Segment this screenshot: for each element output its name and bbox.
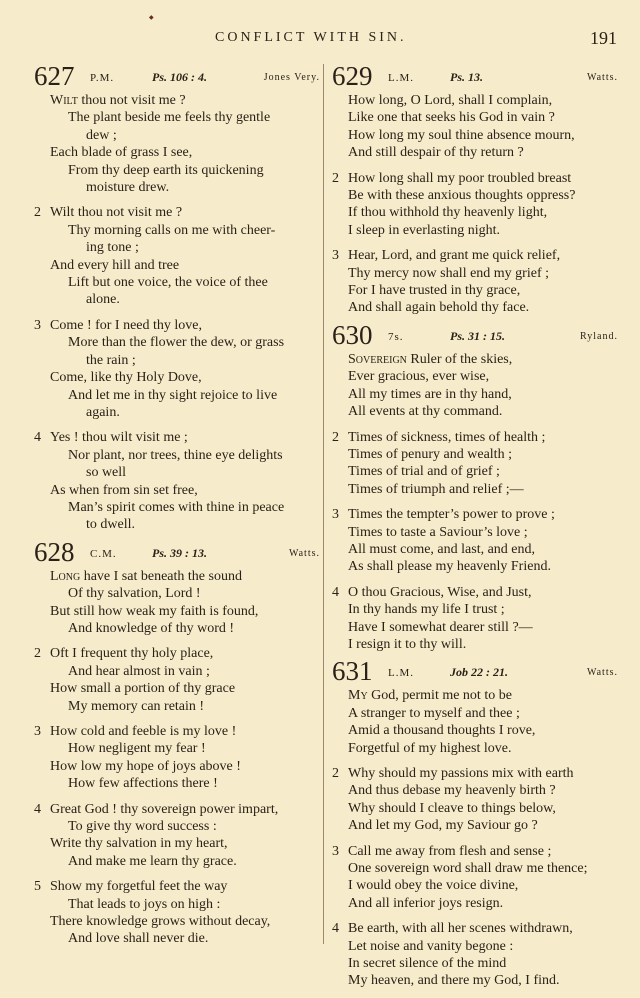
verse-line-text: Call me away from flesh and sense ; — [348, 843, 552, 859]
verse-line — [34, 758, 320, 775]
verse-line-text: For I have trusted in thy grace, — [348, 283, 521, 299]
verse-line-text: And thus debase my heavenly birth ? — [348, 783, 556, 799]
stanza — [332, 843, 618, 913]
verse-line-text: Of thy salvation, Lord ! — [68, 586, 201, 602]
verse-line-text: Ever gracious, ever wise, — [348, 369, 490, 385]
first-word: Sovereign — [348, 351, 407, 367]
verse-line-text: And knowledge of thy word ! — [68, 620, 235, 636]
verse-line — [34, 291, 320, 308]
verse-line-text: All my times are in thy hand, — [348, 386, 512, 402]
verse-line — [34, 568, 320, 585]
verse-line-text: Come, like thy Holy Dove, — [50, 370, 202, 386]
verse-line-text: Be with these anxious thoughts oppress? — [348, 188, 576, 204]
stanza — [34, 723, 320, 793]
verse-line — [34, 620, 320, 637]
verse-line — [332, 636, 618, 653]
verse-line-text: How negligent my fear ! — [68, 741, 206, 757]
verse-line-text: My memory can retain ! — [68, 698, 205, 714]
verse-line — [34, 162, 320, 179]
verse-line-text: In thy hands my life I trust ; — [348, 602, 505, 618]
hymn-author: Watts. — [586, 72, 618, 83]
hymn-meter: 7s. — [388, 330, 404, 343]
verse-line-text: Lift but one voice, the voice of thee — [68, 275, 268, 291]
verse-line — [332, 247, 618, 264]
verse-line-text: All events at thy command. — [348, 404, 503, 420]
verse-line-text: Come ! for I need thy love, — [50, 317, 203, 333]
stanza-number: 4 — [332, 921, 339, 937]
verse-line — [34, 680, 320, 697]
right-column — [332, 62, 618, 998]
verse-line — [332, 938, 618, 955]
verse-line — [34, 499, 320, 516]
verse-line — [34, 603, 320, 620]
verse-line-text: But still how weak my faith is found, — [50, 603, 259, 619]
verse-line-text: again. — [86, 404, 120, 420]
verse-line-text: I resign it to thy will. — [348, 636, 467, 652]
verse-line — [332, 127, 618, 144]
verse-line — [332, 463, 618, 480]
stanza — [34, 801, 320, 871]
verse-line-text: My heaven, and there my God, I find. — [348, 973, 560, 989]
verse-line-text: And still despair of thy return ? — [348, 145, 524, 161]
verse-line — [332, 800, 618, 817]
verse-line-text: As when from sin set free, — [50, 482, 198, 498]
hymn-number: 631 — [332, 656, 373, 687]
verse-line-text: From thy deep earth its quickening — [68, 162, 264, 178]
verse-line — [34, 698, 320, 715]
verse-line — [332, 144, 618, 161]
verse-line-text: Hear, Lord, and grant me quick relief, — [348, 248, 561, 264]
scripture-reference: Ps. 39 : 13. — [152, 545, 207, 560]
page-number: 191 — [590, 28, 617, 48]
verse-line — [34, 404, 320, 421]
verse-line — [34, 257, 320, 274]
hymn-meter: P.M. — [90, 72, 115, 84]
verse-line-text: Yes ! thou wilt visit me ; — [50, 430, 188, 446]
hymn-number: 630 — [332, 319, 373, 350]
verse-line — [34, 835, 320, 852]
verse-line-text: And every hill and tree — [50, 257, 180, 273]
stanza-number: 4 — [34, 801, 41, 817]
verse-line-text: How few affections there ! — [68, 776, 218, 792]
hymn-number: 628 — [34, 536, 75, 567]
hymn-heading — [332, 61, 618, 92]
stanza-number: 2 — [332, 429, 339, 445]
verse-line — [34, 482, 320, 499]
verse-line — [332, 782, 618, 799]
verse-line-text: to dwell. — [86, 517, 135, 533]
verse-line — [332, 558, 618, 575]
scripture-reference: Ps. 13. — [450, 70, 483, 84]
verse-line-text: the rain ; — [86, 352, 136, 368]
verse-line — [332, 265, 618, 282]
verse-line — [34, 878, 320, 895]
verse-line — [34, 930, 320, 947]
verse-line-text: Amid a thousand thoughts I rove, — [348, 723, 536, 739]
verse-line-text: Write thy salvation in my heart, — [50, 836, 228, 852]
stanza — [332, 247, 618, 317]
verse-line — [332, 920, 618, 937]
scripture-reference: Ps. 31 : 15. — [450, 328, 505, 343]
verse-line-text: dew ; — [86, 127, 117, 143]
stanza-number: 2 — [332, 170, 339, 186]
verse-line — [34, 464, 320, 481]
hymn-heading — [332, 319, 618, 351]
verse-line — [332, 722, 618, 739]
verse-line — [332, 299, 618, 316]
verse-line — [332, 972, 618, 989]
verse-line — [332, 765, 618, 782]
stanza — [332, 351, 618, 421]
stanza-number: 2 — [332, 766, 339, 781]
verse-line-text: To give thy word success : — [68, 819, 217, 835]
verse-line — [332, 204, 618, 221]
verse-line-text: And make me learn thy grace. — [68, 853, 237, 869]
verse-line — [34, 317, 320, 334]
verse-line-text: have I sat beneath the sound — [80, 568, 242, 584]
verse-line-text: There knowledge grows without decay, — [50, 914, 271, 930]
verse-line-text: Forgetful of my highest love. — [348, 740, 512, 756]
verse-line — [34, 818, 320, 835]
running-title: CONFLICT WITH SIN. — [215, 30, 407, 45]
verse-line — [34, 274, 320, 291]
stanza-number: 2 — [34, 646, 41, 662]
verse-line — [332, 843, 618, 860]
verse-line-text: Times of sickness, times of health ; — [348, 429, 546, 445]
verse-line-text: How low my hope of joys above ! — [50, 758, 241, 774]
verse-line — [34, 801, 320, 818]
first-word: Wilt — [50, 93, 78, 108]
stanza — [34, 645, 320, 715]
verse-line-text: I would obey the voice divine, — [348, 878, 519, 894]
verse-line — [332, 955, 618, 972]
verse-line — [34, 663, 320, 680]
hymn-author: Ryland. — [580, 330, 618, 342]
hymn-block — [332, 656, 618, 990]
stanza — [332, 920, 618, 990]
verse-line-text: Times of triumph and relief ;— — [348, 481, 524, 497]
verse-line — [332, 170, 618, 187]
hymn-heading — [332, 656, 618, 687]
stanza — [332, 92, 618, 162]
verse-line — [332, 817, 618, 834]
column-divider — [323, 64, 324, 944]
stanza — [34, 317, 320, 421]
stanza — [34, 878, 320, 948]
stanza — [34, 429, 320, 533]
verse-line — [34, 775, 320, 792]
hymn-author: Jones Very. — [263, 72, 320, 83]
left-column — [34, 62, 320, 956]
verse-line-text: All must come, and last, and end, — [348, 541, 536, 557]
verse-line-text: How small a portion of thy grace — [50, 681, 236, 697]
verse-line — [332, 109, 618, 126]
stanza — [332, 765, 618, 835]
hymn-meter: L.M. — [388, 72, 414, 84]
verse-line-text: Times the tempter’s power to prove ; — [348, 507, 555, 523]
stanza — [332, 506, 618, 576]
verse-line-text: How cold and feeble is my love ! — [50, 724, 237, 739]
verse-line-text: Why should I cleave to things below, — [348, 800, 556, 816]
verse-line — [332, 429, 618, 446]
verse-line — [34, 585, 320, 602]
verse-line-text: Be earth, with all her scenes withdrawn, — [348, 921, 573, 937]
stanza — [34, 92, 320, 196]
verse-line — [332, 619, 618, 636]
stanza-number: 2 — [34, 205, 41, 221]
verse-line — [332, 895, 618, 912]
verse-line — [332, 222, 618, 239]
verse-line-text: Times of penury and wealth ; — [348, 446, 512, 462]
verse-line-text: Great God ! thy sovereign power impart, — [50, 801, 279, 817]
verse-line — [34, 334, 320, 351]
verse-line-text: Times of trial and of grief ; — [348, 464, 500, 480]
verse-line-text: That leads to joys on high : — [68, 896, 221, 912]
verse-line-text: Why should my passions mix with earth — [348, 766, 574, 781]
verse-line — [332, 481, 618, 498]
verse-line-text: How long, O Lord, shall I complain, — [348, 93, 553, 108]
verse-line — [34, 447, 320, 464]
verse-line-text: Oft I frequent thy holy place, — [50, 646, 214, 662]
verse-line — [34, 239, 320, 256]
verse-line-text: As shall please my heavenly Friend. — [348, 559, 551, 575]
verse-line — [34, 913, 320, 930]
verse-line — [34, 723, 320, 740]
verse-line-text: Ruler of the skies, — [406, 351, 513, 367]
verse-line — [332, 877, 618, 894]
verse-line-text: Thy mercy now shall end my grief ; — [348, 265, 550, 281]
verse-line — [34, 179, 320, 196]
verse-line — [34, 645, 320, 662]
verse-line-text: Like one that seeks his God in vain ? — [348, 110, 555, 126]
verse-line-text: If thou withhold thy heavenly light, — [348, 205, 548, 221]
verse-line-text: And let my God, my Saviour go ? — [348, 818, 538, 834]
hymn-block — [34, 536, 320, 948]
verse-line-text: Each blade of grass I see, — [50, 145, 193, 161]
verse-line-text: Wilt thou not visit me ? — [50, 205, 183, 221]
verse-line — [332, 92, 618, 109]
verse-line-text: How long my soul thine absence mourn, — [348, 127, 575, 143]
hymn-meter: L.M. — [388, 667, 414, 680]
verse-line-text: How long shall my poor troubled breast — [348, 170, 572, 186]
verse-line-text: Thy morning calls on me with cheer- — [68, 222, 276, 238]
verse-line — [332, 282, 618, 299]
verse-line-text: moisture drew. — [86, 180, 170, 196]
verse-line-text: More than the flower the dew, or grass — [68, 335, 285, 351]
verse-line-text: The plant beside me feels thy gentle — [68, 110, 271, 126]
verse-line — [34, 204, 320, 221]
verse-line-text: alone. — [86, 292, 120, 308]
verse-line — [34, 740, 320, 757]
verse-line — [332, 368, 618, 385]
verse-line — [34, 429, 320, 446]
verse-line — [332, 386, 618, 403]
stanza-number: 4 — [34, 430, 41, 446]
verse-line — [332, 601, 618, 618]
verse-line-text: O thou Gracious, Wise, and Just, — [348, 584, 532, 600]
stanza — [34, 204, 320, 308]
verse-line — [34, 222, 320, 239]
verse-line-text: One sovereign word shall draw me thence; — [348, 861, 588, 877]
ornament-mark: ◆ — [149, 15, 154, 21]
stanza — [332, 687, 618, 757]
hymn-block — [34, 61, 320, 534]
verse-line-text: God, permit me not to be — [367, 688, 512, 704]
first-word: My — [348, 688, 368, 704]
verse-line — [332, 541, 618, 558]
verse-line-text: In secret silence of the mind — [348, 956, 507, 972]
first-word: Long — [50, 568, 81, 584]
verse-line-text: And all inferior joys resign. — [348, 895, 504, 911]
stanza — [332, 584, 618, 654]
verse-line — [332, 740, 618, 757]
verse-line — [34, 352, 320, 369]
verse-line — [34, 127, 320, 144]
verse-line — [34, 853, 320, 870]
verse-line-text: Man’s spirit comes with thine in peace — [68, 499, 285, 515]
verse-line — [332, 687, 618, 704]
stanza-number: 3 — [34, 724, 41, 739]
verse-line — [34, 896, 320, 913]
hymn-author: Watts. — [288, 547, 320, 559]
verse-line-text: Show my forgetful feet the way — [50, 879, 228, 895]
verse-line-text: I sleep in everlasting night. — [348, 222, 501, 238]
verse-line — [332, 860, 618, 877]
verse-line-text: Have I somewhat dearer still ?— — [348, 619, 533, 635]
stanza-number: 3 — [332, 843, 339, 859]
verse-line — [34, 92, 320, 109]
verse-line-text: And love shall never die. — [68, 931, 209, 947]
verse-line — [332, 524, 618, 541]
stanza — [332, 429, 618, 499]
stanza-number: 3 — [34, 317, 41, 333]
verse-line-text: And let me in thy sight rejoice to live — [68, 387, 278, 403]
verse-line-text: Let noise and vanity begone : — [348, 938, 514, 954]
stanza-number: 3 — [332, 507, 339, 523]
hymn-number: 627 — [34, 61, 75, 91]
hymn-block — [332, 61, 618, 317]
verse-line — [34, 144, 320, 161]
verse-line — [34, 369, 320, 386]
hymn-meter: C.M. — [90, 547, 117, 560]
verse-line — [332, 351, 618, 368]
verse-line-text: ing tone ; — [86, 240, 139, 256]
page-header — [0, 30, 640, 52]
stanza-number: 4 — [332, 584, 339, 600]
verse-line-text: so well — [86, 465, 127, 481]
verse-line-text: Times to taste a Saviour’s love ; — [348, 524, 528, 540]
verse-line-text: And shall again behold thy face. — [348, 300, 530, 316]
stanza-number: 5 — [34, 879, 41, 895]
verse-line — [332, 506, 618, 523]
verse-line — [34, 516, 320, 533]
verse-line-text: A stranger to myself and thee ; — [348, 705, 520, 721]
stanza-number: 3 — [332, 248, 339, 264]
verse-line-text: And hear almost in vain ; — [68, 663, 210, 679]
hymn-number: 629 — [332, 61, 373, 91]
stanza — [332, 170, 618, 240]
verse-line-text: Nor plant, nor trees, thine eye delights — [68, 447, 283, 463]
hymn-block — [332, 319, 618, 654]
stanza — [34, 568, 320, 638]
verse-line — [332, 705, 618, 722]
verse-line — [34, 387, 320, 404]
scripture-reference: Ps. 106 : 4. — [152, 70, 207, 84]
verse-line — [34, 109, 320, 126]
hymn-heading — [34, 536, 320, 568]
hymn-heading — [34, 61, 320, 92]
verse-line-text: thou not visit me ? — [77, 93, 186, 108]
verse-line — [332, 403, 618, 420]
hymn-author: Watts. — [586, 667, 618, 679]
scripture-reference: Job 22 : 21. — [450, 665, 508, 680]
verse-line — [332, 584, 618, 601]
verse-line — [332, 187, 618, 204]
verse-line — [332, 446, 618, 463]
